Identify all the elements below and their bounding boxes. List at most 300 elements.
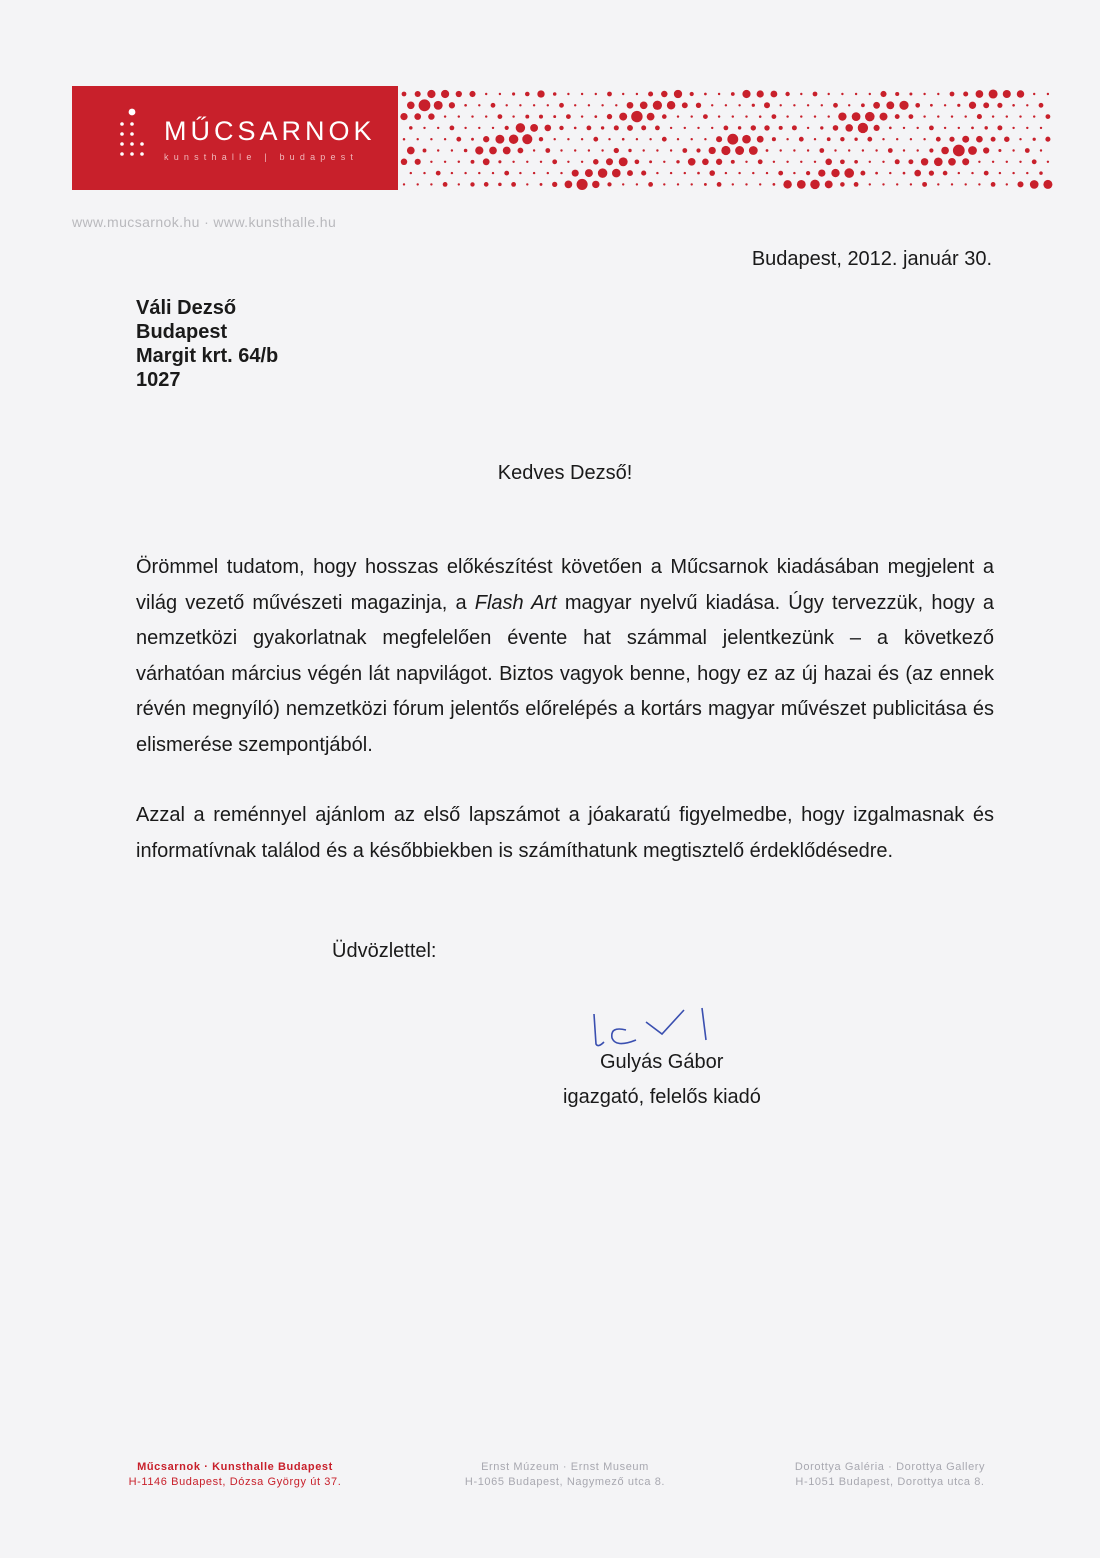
pattern-dot xyxy=(653,101,662,110)
pattern-dot xyxy=(662,114,667,119)
mucsarnok-logo xyxy=(72,86,398,190)
pattern-dot xyxy=(786,115,788,117)
pattern-dot xyxy=(430,183,432,185)
pattern-dot xyxy=(818,169,825,176)
pattern-dot xyxy=(909,93,912,96)
pattern-dot xyxy=(742,135,751,144)
pattern-dot xyxy=(441,90,449,98)
pattern-dot xyxy=(962,158,969,165)
pattern-dot xyxy=(772,114,777,119)
pattern-dot xyxy=(566,114,571,119)
pattern-dot xyxy=(691,183,693,185)
pattern-dot xyxy=(1039,171,1043,175)
pattern-dot xyxy=(971,127,974,130)
pattern-dot xyxy=(1012,104,1015,107)
pattern-dot xyxy=(656,172,658,174)
pattern-dot xyxy=(745,183,747,185)
footer-ernst-museum xyxy=(430,1460,700,1490)
pattern-dot xyxy=(929,126,934,131)
pattern-dot xyxy=(963,91,968,96)
pattern-dot xyxy=(585,169,593,177)
pattern-dot xyxy=(758,159,763,164)
pattern-dot xyxy=(752,104,755,107)
pattern-dot xyxy=(1033,115,1035,117)
recipient-name: Váli Dezső xyxy=(136,297,237,319)
pattern-dot xyxy=(921,158,928,165)
pattern-dot xyxy=(732,183,734,185)
pattern-dot xyxy=(545,148,550,153)
pattern-dot xyxy=(944,127,946,129)
pattern-dot xyxy=(909,114,914,119)
pattern-dot xyxy=(806,171,810,175)
pattern-dot xyxy=(831,169,839,177)
pattern-dot xyxy=(559,126,563,130)
pattern-dot xyxy=(721,146,730,155)
pattern-dot xyxy=(670,127,672,129)
pattern-dot xyxy=(950,92,955,97)
pattern-dot xyxy=(517,148,523,154)
pattern-dot xyxy=(525,92,530,97)
footer-dorottya-address: H-1051 Budapest, Dorottya utca 8. xyxy=(795,1476,985,1488)
pattern-dot xyxy=(530,124,538,132)
pattern-dot xyxy=(581,161,583,163)
pattern-dot xyxy=(636,93,638,95)
pattern-dot xyxy=(977,114,982,119)
pattern-dot xyxy=(444,161,446,163)
pattern-dot xyxy=(888,148,893,153)
pattern-dot xyxy=(495,135,504,144)
pattern-dot xyxy=(522,134,532,144)
pattern-dot xyxy=(799,137,804,142)
pattern-dot xyxy=(606,158,613,165)
pattern-dot xyxy=(1026,172,1028,174)
pattern-dot xyxy=(539,115,543,119)
pattern-dot xyxy=(1019,138,1021,140)
pattern-dot xyxy=(738,104,740,106)
pattern-dot xyxy=(867,137,872,142)
pattern-dot xyxy=(903,127,905,129)
pattern-dot xyxy=(848,104,850,106)
pattern-dot xyxy=(957,104,960,107)
pattern-dot xyxy=(910,183,912,185)
pattern-dot xyxy=(593,137,598,142)
pattern-dot xyxy=(444,115,446,117)
pattern-dot xyxy=(1006,115,1008,117)
pattern-dot xyxy=(622,183,624,185)
pattern-dot xyxy=(732,115,734,117)
pattern-dot xyxy=(509,134,518,144)
pattern-dot xyxy=(516,123,525,132)
pattern-dot xyxy=(834,149,836,151)
pattern-dot xyxy=(854,182,859,187)
pattern-dot xyxy=(745,115,747,117)
pattern-dot xyxy=(449,102,455,108)
pattern-dot xyxy=(998,149,1001,152)
pattern-dot xyxy=(766,149,769,152)
pattern-dot xyxy=(565,181,573,189)
pattern-dot xyxy=(992,115,994,117)
pattern-dot xyxy=(409,126,413,130)
pattern-dot xyxy=(1006,183,1008,185)
pattern-dot xyxy=(540,183,543,186)
pattern-dot xyxy=(402,92,407,97)
pattern-dot xyxy=(547,172,549,174)
pattern-dot xyxy=(670,172,672,174)
pattern-dot xyxy=(458,183,460,185)
pattern-dot xyxy=(464,127,466,129)
pattern-dot xyxy=(612,169,621,178)
paragraph-1-text-a: Örömmel tudatom, hogy hosszas előkészítést követően a Műcsarnok kiadásában megjelent a világ vezető művészeti magazinja, a xyxy=(136,556,994,614)
pattern-dot xyxy=(717,182,722,187)
pattern-dot xyxy=(656,149,658,151)
pattern-dot xyxy=(475,146,483,154)
pattern-dot xyxy=(704,93,707,96)
pattern-dot xyxy=(607,92,612,97)
pattern-dot xyxy=(511,182,516,187)
footer-mucsarnok-name: Műcsarnok · Kunsthalle Budapest xyxy=(137,1461,333,1473)
pattern-dot xyxy=(858,123,868,133)
pattern-dot xyxy=(572,170,579,177)
pattern-dot xyxy=(742,90,750,98)
pattern-dot xyxy=(688,158,696,166)
pattern-dot xyxy=(910,138,912,140)
pattern-dot xyxy=(896,138,898,140)
pattern-dot xyxy=(923,138,925,140)
pattern-dot xyxy=(1017,181,1023,187)
pattern-dot xyxy=(560,172,562,174)
pattern-dot xyxy=(770,91,777,98)
pattern-dot xyxy=(690,92,694,96)
pattern-dot xyxy=(704,138,706,140)
pattern-dot xyxy=(1040,149,1042,151)
pattern-dot xyxy=(526,183,528,185)
pattern-dot xyxy=(778,171,783,176)
pattern-dot xyxy=(512,92,515,95)
pattern-dot xyxy=(807,149,809,151)
pattern-dot xyxy=(792,125,797,130)
signer-name: Gulyás Gábor xyxy=(600,1051,724,1073)
pattern-dot xyxy=(677,183,679,185)
pattern-dot xyxy=(483,136,489,142)
pattern-dot xyxy=(674,90,682,98)
pattern-dot xyxy=(1026,104,1028,106)
pattern-dot xyxy=(958,127,960,129)
pattern-dot xyxy=(968,146,977,155)
pattern-dot xyxy=(526,161,528,163)
recipient-address xyxy=(136,296,278,392)
pattern-dot xyxy=(874,125,880,131)
pattern-dot xyxy=(869,93,871,95)
pattern-dot xyxy=(450,126,455,131)
pattern-dot xyxy=(648,91,653,96)
letter-date: Budapest, 2012. január 30. xyxy=(751,248,992,270)
pattern-dot xyxy=(793,104,795,106)
pattern-dot xyxy=(1033,138,1036,141)
pattern-dot xyxy=(544,125,551,132)
pattern-dot xyxy=(417,183,419,185)
logo-dots-icon xyxy=(112,104,152,164)
pattern-dot xyxy=(969,102,976,109)
pattern-dot xyxy=(471,115,473,117)
pattern-dot xyxy=(464,104,467,107)
pattern-dot xyxy=(821,104,823,106)
pattern-dot xyxy=(1012,127,1014,129)
pattern-dot xyxy=(861,103,865,107)
pattern-dot xyxy=(684,172,686,174)
pattern-dot xyxy=(869,183,871,185)
pattern-dot xyxy=(965,183,967,185)
pattern-dot xyxy=(696,103,701,108)
pattern-dot xyxy=(873,102,880,109)
pattern-dot xyxy=(844,168,854,178)
pattern-dot xyxy=(567,161,569,163)
pattern-dot xyxy=(560,149,562,151)
pattern-dot xyxy=(759,183,761,185)
recipient-city: Budapest xyxy=(136,321,228,343)
pattern-dot xyxy=(485,93,487,95)
pattern-dot xyxy=(978,183,980,185)
pattern-dot xyxy=(691,138,693,140)
pattern-dot xyxy=(470,182,474,186)
pattern-dot xyxy=(838,112,846,120)
pattern-dot xyxy=(519,172,521,174)
pattern-dot xyxy=(704,183,707,186)
pattern-dot xyxy=(989,89,998,98)
pattern-dot xyxy=(997,103,1002,108)
pattern-dot xyxy=(1012,172,1014,174)
pattern-dot xyxy=(917,127,919,129)
pattern-dot xyxy=(601,149,603,151)
pattern-dot xyxy=(661,91,667,97)
pattern-dot xyxy=(631,111,642,122)
logo-subtitle: kunsthalle | budapest xyxy=(164,152,359,162)
pattern-dot xyxy=(444,138,446,140)
pattern-dot xyxy=(752,172,754,174)
pattern-dot xyxy=(641,171,646,176)
closing: Üdvözlettel: xyxy=(332,940,437,962)
pattern-dot xyxy=(786,138,788,140)
pattern-dot xyxy=(976,90,984,98)
pattern-dot xyxy=(533,172,535,174)
pattern-dot xyxy=(649,160,652,163)
pattern-dot xyxy=(951,115,953,117)
pattern-dot xyxy=(749,146,758,155)
pattern-dot xyxy=(766,172,768,174)
pattern-dot xyxy=(676,160,679,163)
pattern-dot xyxy=(738,126,741,129)
pattern-dot xyxy=(827,137,831,141)
pattern-dot xyxy=(525,115,529,119)
pattern-dot xyxy=(716,159,722,165)
pattern-dot xyxy=(627,125,633,131)
pattern-dot xyxy=(915,103,920,108)
pattern-dot xyxy=(825,180,833,188)
pattern-dot xyxy=(607,114,612,119)
pattern-dot xyxy=(930,104,933,107)
pattern-dot xyxy=(992,161,994,163)
pattern-dot xyxy=(978,161,980,163)
pattern-dot xyxy=(1047,93,1049,95)
pattern-dot xyxy=(965,115,967,117)
pattern-dot xyxy=(882,138,884,140)
pattern-dot xyxy=(702,158,709,165)
pattern-dot xyxy=(944,104,946,106)
pattern-dot xyxy=(628,149,631,152)
pattern-dot xyxy=(615,104,617,106)
pattern-dot xyxy=(779,126,783,130)
pattern-dot xyxy=(640,101,648,109)
pattern-dot xyxy=(547,104,549,106)
pattern-dot xyxy=(464,172,466,174)
pattern-dot xyxy=(607,182,611,186)
pattern-dot xyxy=(1019,161,1021,163)
pattern-dot xyxy=(598,168,607,177)
pattern-dot xyxy=(443,182,448,187)
pattern-dot xyxy=(923,115,925,117)
pattern-dot xyxy=(1032,159,1037,164)
pattern-dot xyxy=(567,138,569,140)
pattern-dot xyxy=(983,102,989,108)
pattern-dot xyxy=(1019,115,1021,117)
pattern-dot xyxy=(407,147,415,155)
pattern-dot xyxy=(423,172,425,174)
pattern-dot xyxy=(852,112,861,121)
pattern-dot xyxy=(1030,180,1039,189)
pattern-dot xyxy=(601,126,604,129)
pattern-dot xyxy=(814,115,816,117)
pattern-dot xyxy=(519,104,521,106)
pattern-dot xyxy=(833,103,838,108)
pattern-dot xyxy=(400,113,407,120)
pattern-dot xyxy=(833,125,839,131)
pattern-dot xyxy=(725,104,727,106)
pattern-dot xyxy=(949,137,954,142)
pattern-dot xyxy=(962,136,969,143)
pattern-dot xyxy=(786,161,788,163)
pattern-dot xyxy=(428,113,434,119)
pattern-dot xyxy=(458,161,460,163)
pattern-dot xyxy=(793,172,795,174)
pattern-dot xyxy=(458,115,460,117)
pattern-dot xyxy=(503,147,511,155)
pattern-dot xyxy=(641,125,646,130)
pattern-dot xyxy=(908,159,913,164)
pattern-dot xyxy=(577,179,588,190)
signer-role: igazgató, felelős kiadó xyxy=(563,1086,761,1108)
pattern-dot xyxy=(662,137,667,142)
pattern-dot xyxy=(581,138,583,140)
pattern-dot xyxy=(718,93,720,95)
pattern-dot xyxy=(655,126,660,131)
pattern-dot xyxy=(889,172,891,174)
pattern-dot xyxy=(976,136,983,143)
pattern-dot xyxy=(484,182,489,187)
logo-wordmark: MŰCSARNOK xyxy=(164,116,376,146)
pattern-dot xyxy=(498,114,503,119)
pattern-dot xyxy=(922,182,927,187)
pattern-dot xyxy=(757,90,764,97)
pattern-dot xyxy=(540,161,542,163)
pattern-dot xyxy=(840,182,845,187)
pattern-dot xyxy=(1004,136,1010,142)
pattern-dot xyxy=(437,149,439,151)
pattern-dot xyxy=(677,115,679,117)
pattern-dot xyxy=(539,137,543,141)
footer-dorottya-name: Dorottya Galéria · Dorottya Gallery xyxy=(794,1461,986,1473)
pattern-dot xyxy=(772,137,776,141)
pattern-dot xyxy=(937,115,939,117)
pattern-dot xyxy=(711,127,713,129)
pattern-dot xyxy=(415,159,421,165)
pattern-dot xyxy=(828,93,830,95)
pattern-dot xyxy=(434,101,443,110)
pattern-dot xyxy=(862,149,864,151)
pattern-dot xyxy=(875,149,877,151)
pattern-dot xyxy=(552,159,557,164)
pattern-dot xyxy=(807,104,809,106)
pattern-dot xyxy=(622,93,624,95)
pattern-dot xyxy=(1040,127,1042,129)
pattern-dot xyxy=(718,115,720,117)
pattern-dot xyxy=(825,159,832,166)
pattern-dot xyxy=(663,183,665,185)
pattern-dot xyxy=(553,115,556,118)
pattern-dot xyxy=(635,159,640,164)
pattern-dot xyxy=(574,149,576,151)
pattern-dot xyxy=(614,125,619,130)
pattern-dot xyxy=(499,93,501,95)
pattern-dot xyxy=(731,160,735,164)
pattern-dot xyxy=(478,172,480,174)
pattern-dot xyxy=(512,161,514,163)
pattern-dot xyxy=(567,93,569,95)
pattern-dot xyxy=(948,158,956,166)
pattern-dot xyxy=(738,172,740,174)
pattern-dot xyxy=(684,127,686,129)
pattern-dot xyxy=(492,127,494,129)
pattern-dot xyxy=(895,114,900,119)
pattern-dot xyxy=(636,183,638,185)
footer-dorottya-gallery xyxy=(755,1460,1025,1490)
pattern-dot xyxy=(984,126,987,129)
pattern-dot xyxy=(627,170,633,176)
pattern-dot xyxy=(845,124,853,132)
pattern-dot xyxy=(691,115,693,117)
pattern-dot xyxy=(854,160,858,164)
body-paragraph-1 xyxy=(136,550,994,763)
pattern-dot xyxy=(934,157,943,166)
pattern-dot xyxy=(403,138,406,141)
pattern-dot xyxy=(415,91,421,97)
pattern-dot xyxy=(456,91,462,97)
pattern-dot xyxy=(882,161,884,163)
pattern-dot xyxy=(813,92,818,97)
pattern-dot xyxy=(588,104,590,106)
pattern-dot xyxy=(1006,161,1008,163)
pattern-dot xyxy=(483,158,490,165)
pattern-dot xyxy=(840,137,844,141)
pattern-dot xyxy=(533,104,535,106)
pattern-dot xyxy=(696,148,700,152)
pattern-dot xyxy=(619,157,628,166)
magazine-title: Flash Art xyxy=(474,591,557,614)
pattern-dot xyxy=(614,148,619,153)
paragraph-1-text-b: magyar nyelvű kiadása. Úgy tervezzük, hogy a nemzetközi gyakorlatnak megfelelően évente hat számmal jelentkezünk – a következő várhatóan március végén lát napvilágot. Biztos vagyok benne, hogy ez az új hazai és (az ennek révén megnyíló) nemzetközi fórum jelentős előrelépés a kortárs magyar művészet publicitása és elismerése szempontjából. xyxy=(136,591,995,756)
website-links: www.mucsarnok.hu · www.kunsthalle.hu xyxy=(72,214,337,230)
pattern-dot xyxy=(478,127,480,129)
pattern-dot xyxy=(643,149,645,151)
pattern-dot xyxy=(437,127,439,129)
